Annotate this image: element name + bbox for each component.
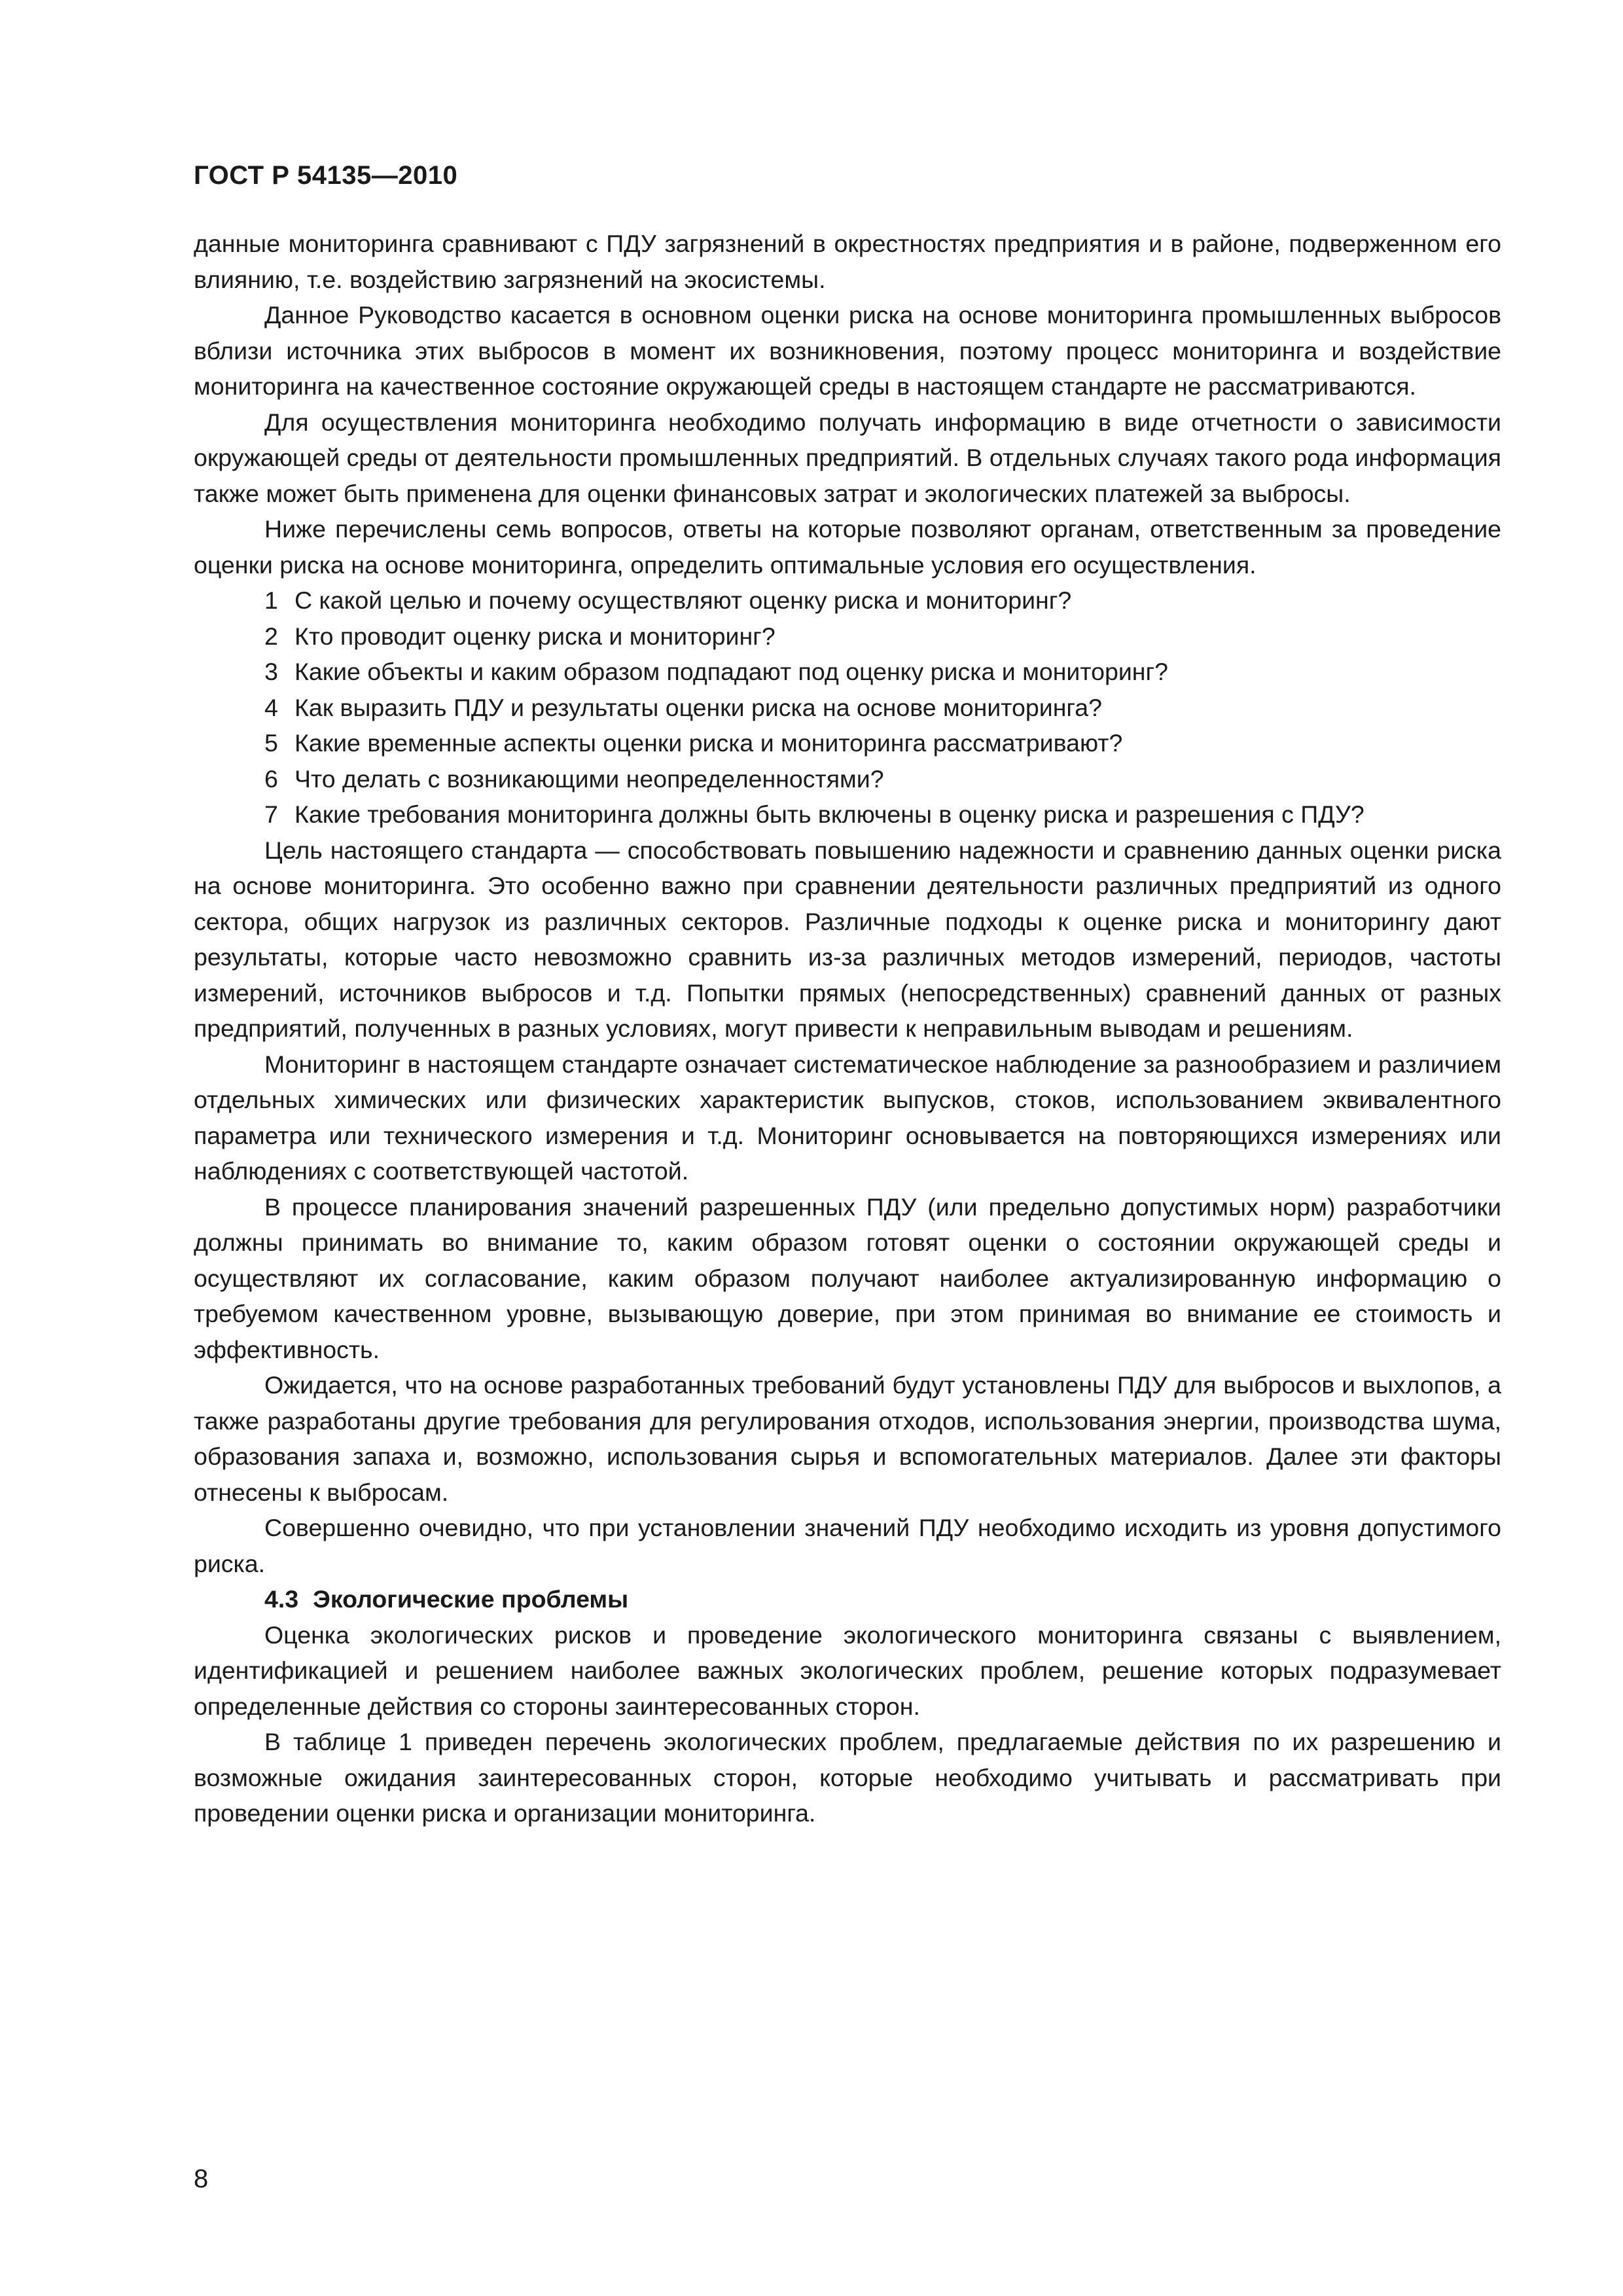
list-item-number: 5 bbox=[264, 729, 278, 757]
list-item-number: 6 bbox=[264, 764, 278, 793]
list-item-text: Какие объекты и каким образом подпадают под оценку риска и мониторинг? bbox=[294, 658, 1169, 685]
document-body bbox=[194, 226, 1501, 1831]
paragraph: Для осуществления мониторинга необходимо получать информацию в виде отчетности о зависимости окружающей среды от деятельности промышленных предприятий. В отдельных случаях такого рода информация также может быть применена для оценки финансовых затрат и экологических платежей за выбросы. bbox=[194, 408, 1501, 507]
list-item bbox=[194, 583, 1501, 619]
section-heading bbox=[194, 1581, 1501, 1617]
list-item-text: Кто проводит оценку риска и мониторинг? bbox=[294, 622, 776, 650]
list-item bbox=[194, 619, 1501, 655]
paragraph: Ниже перечислены семь вопросов, ответы на которые позволяют органам, ответственным за проведение оценки риска на основе мониторинга, определить оптимальные условия его осуществления. bbox=[194, 515, 1501, 579]
section-title: Экологические проблемы bbox=[313, 1585, 629, 1613]
list-item bbox=[194, 761, 1501, 797]
paragraph: В процессе планирования значений разрешенных ПДУ (или предельно допустимых норм) разработчики должны принимать во внимание то, каким образом готовят оценки о состоянии окружающей среды и осуществляют их согласование, каким образом получают наиболее актуализированную информацию о требуемом качественном уровне, вызывающую доверие, при этом принимая во внимание ее стоимость и эффективность. bbox=[194, 1193, 1501, 1363]
paragraph: Мониторинг в настоящем стандарте означает систематическое наблюдение за разнообразием и различием отдельных химических или физических характеристик выпусков, стоков, использованием эквивалентного параметра или технического измерения и т.д. Мониторинг основывается на повторяющихся измерениях или наблюдениях с соответствующей частотой. bbox=[194, 1050, 1501, 1185]
list-item bbox=[194, 725, 1501, 761]
list-item-text: Как выразить ПДУ и результаты оценки риска на основе мониторинга? bbox=[294, 693, 1102, 721]
document-code-header: ГОСТ Р 54135—2010 bbox=[194, 161, 458, 190]
list-item-text: Что делать с возникающими неопределенностями? bbox=[294, 764, 884, 793]
paragraph: Оценка экологических рисков и проведение экологического мониторинга связаны с выявлением, идентификацией и решением наиболее важных экологических проблем, решение которых подразумевает определенные действия со стороны заинтересованных сторон. bbox=[194, 1621, 1501, 1720]
paragraph: данные мониторинга сравнивают с ПДУ загрязнений в окрестностях предприятия и в районе, подверженном его влиянию, т.е. воздействию загрязнений на экосистемы. bbox=[194, 230, 1501, 293]
section-number: 4.3 bbox=[264, 1585, 299, 1613]
list-item-number: 2 bbox=[264, 622, 278, 650]
paragraph: Совершенно очевидно, что при установлении значений ПДУ необходимо исходить из уровня допустимого риска. bbox=[194, 1514, 1501, 1577]
list-item-number: 4 bbox=[264, 693, 278, 721]
list-item-text: Какие требования мониторинга должны быть включены в оценку риска и разрешения с ПДУ? bbox=[294, 800, 1364, 828]
list-item-text: Какие временные аспекты оценки риска и мониторинга рассматривают? bbox=[294, 729, 1123, 757]
list-item-number: 1 bbox=[264, 586, 278, 614]
list-item bbox=[194, 690, 1501, 726]
list-item bbox=[194, 797, 1501, 833]
list-item bbox=[194, 654, 1501, 690]
paragraph: В таблице 1 приведен перечень экологических проблем, предлагаемые действия по их разрешению и возможные ожидания заинтересованных сторон, которые необходимо учитывать и рассматривать при проведении оценки риска и организации мониторинга. bbox=[194, 1728, 1501, 1827]
list-item-number: 3 bbox=[264, 658, 278, 685]
questions-list bbox=[194, 583, 1501, 833]
list-item-number: 7 bbox=[264, 800, 278, 828]
paragraph: Цель настоящего стандарта — способствовать повышению надежности и сравнению данных оценки риска на основе мониторинга. Это особенно важно при сравнении деятельности различных предприятий из одного сектора, общих нагрузок из различных секторов. Различные подходы к оценке риска и мониторингу дают результаты, которые часто невозможно сравнить из-за различных методов измерений, периодов, частоты измерений, источников выбросов и т.д. Попытки прямых (непосредственных) сравнений данных от разных предприятий, полученных в разных условиях, могут привести к неправильным выводам и решениям. bbox=[194, 836, 1501, 1042]
paragraph: Ожидается, что на основе разработанных требований будут установлены ПДУ для выбросов и выхлопов, а также разработаны другие требования для регулирования отходов, использования энергии, производства шума, образования запаха и, возможно, использования сырья и вспомогательных материалов. Далее эти факторы отнесены к выбросам. bbox=[194, 1371, 1501, 1506]
page-number: 8 bbox=[194, 2164, 209, 2193]
list-item-text: С какой целью и почему осуществляют оценку риска и мониторинг? bbox=[294, 586, 1072, 614]
paragraph: Данное Руководство касается в основном оценки риска на основе мониторинга промышленных выбросов вблизи источника этих выбросов в момент их возникновения, поэтому процесс мониторинга и воздействие мониторинга на качественное состояние окружающей среды в настоящем стандарте не рассматриваются. bbox=[194, 301, 1501, 400]
